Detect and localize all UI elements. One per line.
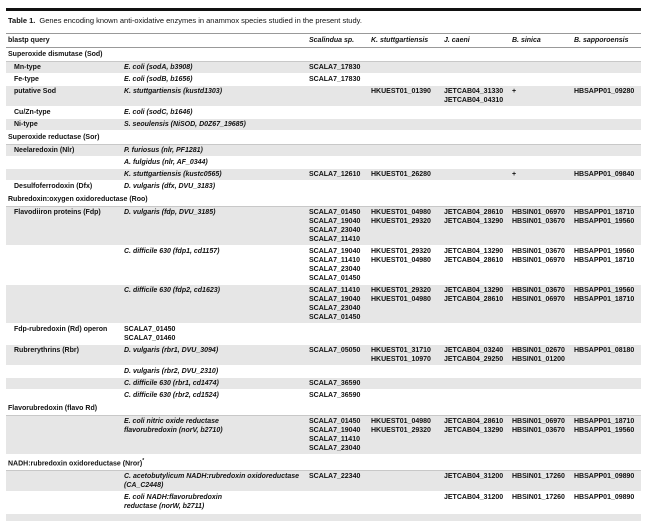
- query-type-cell: [6, 416, 122, 455]
- table-row: [6, 285, 641, 324]
- locus-cell-k-stuttgartiensis: [369, 169, 442, 181]
- locus-tag: JETCAB04_28610: [444, 418, 504, 425]
- locus-cell-scalindua: [307, 246, 369, 285]
- locus-cell-k-stuttgartiensis: [369, 157, 442, 169]
- locus-cell-b-sapporoensis: [572, 324, 641, 345]
- table-row: [6, 62, 641, 74]
- query-source-line: D. vulgaris (dfx, DVU_3183): [124, 183, 216, 190]
- locus-tag: SCALA7_11410: [309, 236, 360, 243]
- locus-cell-b-sinica: [510, 324, 572, 345]
- locus-cell-j-caeni: [442, 207, 510, 246]
- locus-cell-b-sinica: [510, 285, 572, 324]
- query-source-line: flavorubredoxin (norV, b2710): [124, 427, 223, 434]
- table-row: [6, 416, 641, 455]
- locus-tag: SCALA7_01450: [309, 418, 361, 425]
- locus-cell-j-caeni: [442, 378, 510, 390]
- locus-cell-scalindua: [307, 416, 369, 455]
- locus-cell-scalindua: [307, 181, 369, 193]
- locus-cell-k-stuttgartiensis: [369, 324, 442, 345]
- query-type-cell: Fe-type: [6, 74, 122, 86]
- locus-tag: HBSIN01_03670: [512, 287, 565, 294]
- locus-tag: HBSAPP01_19560: [574, 218, 635, 225]
- locus-cell-scalindua: [307, 285, 369, 324]
- locus-tag: HKUEST01_29320: [371, 248, 431, 255]
- locus-cell-b-sapporoensis: [572, 345, 641, 366]
- query-type-cell: putative Sod: [6, 86, 122, 107]
- locus-cell-k-stuttgartiensis: [369, 492, 442, 513]
- locus-tag: HBSIN01_06970: [512, 257, 565, 264]
- locus-cell-b-sinica: [510, 86, 572, 107]
- query-type-cell: Flavodiiron proteins (Fdp): [6, 207, 122, 246]
- query-source-cell: [122, 324, 307, 345]
- locus-cell-b-sapporoensis: [572, 390, 641, 402]
- header-b-sapporoensis: B. sapporoensis: [572, 34, 641, 48]
- locus-tag: SCALA7_05050: [309, 347, 361, 354]
- query-source-cell: [122, 157, 307, 169]
- locus-cell-b-sapporoensis: [572, 74, 641, 86]
- query-source-cell: [122, 119, 307, 131]
- query-source-line: SCALA7_01450: [124, 326, 176, 333]
- query-source-line: D. vulgaris (rbr1, DVU_3094): [124, 347, 219, 354]
- table-row: [6, 246, 641, 285]
- locus-cell-b-sinica: [510, 145, 572, 157]
- query-source-cell: [122, 246, 307, 285]
- query-type-cell: Cu/Zn-type: [6, 107, 122, 119]
- query-source-cell: [122, 107, 307, 119]
- locus-tag: SCALA7_01450: [309, 275, 361, 282]
- query-source-line: E. coli (sodA, b3908): [124, 64, 193, 71]
- section-row: [6, 48, 641, 62]
- locus-cell-j-caeni: [442, 471, 510, 492]
- locus-cell-b-sinica: [510, 345, 572, 366]
- query-source-cell: [122, 285, 307, 324]
- table-row: [6, 169, 641, 181]
- locus-tag: HKUEST01_04980: [371, 296, 431, 303]
- query-source-cell: [122, 492, 307, 513]
- locus-cell-b-sapporoensis: [572, 157, 641, 169]
- locus-cell-b-sinica: [510, 157, 572, 169]
- locus-tag: JETCAB04_03240: [444, 347, 504, 354]
- locus-tag: SCALA7_23040: [309, 266, 361, 273]
- query-source-cell: [122, 145, 307, 157]
- locus-tag: HBSIN01_06970: [512, 296, 565, 303]
- locus-cell-j-caeni: [442, 181, 510, 193]
- query-source-line: reductase (norW, b2711): [124, 503, 205, 511]
- locus-tag: HBSAPP01_18710: [574, 418, 635, 425]
- locus-tag: HBSIN01_03670: [512, 427, 565, 434]
- query-type-cell: Fdp-rubredoxin (Rd) operon: [6, 324, 122, 345]
- table-row: [6, 119, 641, 131]
- locus-cell-b-sapporoensis: [572, 492, 641, 513]
- table-number: Table 1.: [8, 16, 36, 25]
- locus-cell-k-stuttgartiensis: [369, 285, 442, 324]
- locus-cell-scalindua: [307, 74, 369, 86]
- locus-cell-b-sinica: [510, 107, 572, 119]
- locus-cell-j-caeni: [442, 390, 510, 402]
- locus-cell-j-caeni: [442, 324, 510, 345]
- locus-tag: SCALA7_19040: [309, 296, 361, 303]
- locus-tag: HKUEST01_31710: [371, 347, 431, 354]
- section-label: Flavorubredoxin (flavo Rd): [6, 402, 641, 416]
- locus-tag: HBSAPP01_19560: [574, 427, 635, 434]
- table-row: [6, 366, 641, 378]
- locus-cell-b-sapporoensis: [572, 86, 641, 107]
- locus-tag: SCALA7_01450: [309, 209, 361, 216]
- locus-tag: SCALA7_12610: [309, 171, 361, 178]
- query-type-cell: Neelaredoxin (Nlr): [6, 145, 122, 157]
- query-source-line: A. fulgidus (nlr, AF_0344): [124, 159, 208, 166]
- section-row: [6, 131, 641, 145]
- locus-cell-scalindua: [307, 366, 369, 378]
- locus-tag: JETCAB04_31330: [444, 88, 504, 95]
- locus-tag: JETCAB04_13290: [444, 248, 504, 255]
- query-type-cell: [6, 492, 122, 513]
- query-source-cell: [122, 74, 307, 86]
- locus-tag: SCALA7_23040: [309, 305, 361, 312]
- query-source-line: C. difficile 630 (fdp1, cd1157): [124, 248, 220, 255]
- locus-cell-j-caeni: [442, 416, 510, 455]
- query-source-line: E. coli (sodB, b1656): [124, 76, 193, 83]
- locus-tag: SCALA7_17830: [309, 64, 361, 71]
- locus-tag: HBSIN01_06970: [512, 418, 565, 425]
- query-source-cell: [122, 378, 307, 390]
- locus-tag: JETCAB04_13290: [444, 427, 504, 434]
- locus-tag: HBSAPP01_09280: [574, 88, 635, 95]
- locus-cell-j-caeni: [442, 345, 510, 366]
- locus-tag: HBSAPP01_09890: [574, 473, 635, 481]
- locus-tag: HKUEST01_04980: [371, 257, 431, 264]
- locus-tag: SCALA7_19040: [309, 218, 361, 225]
- locus-tag: SCALA7_36590: [309, 380, 361, 387]
- locus-cell-b-sapporoensis: [572, 207, 641, 246]
- locus-cell-k-stuttgartiensis: [369, 119, 442, 131]
- query-type-cell: Ni-type: [6, 119, 122, 131]
- query-source-line: D. vulgaris (fdp, DVU_3185): [124, 209, 216, 216]
- locus-cell-b-sinica: [510, 74, 572, 86]
- locus-cell-b-sinica: [510, 169, 572, 181]
- locus-tag: HBSAPP01_18710: [574, 296, 635, 303]
- locus-cell-b-sapporoensis: [572, 169, 641, 181]
- locus-cell-j-caeni: [442, 157, 510, 169]
- locus-cell-b-sapporoensis: [572, 246, 641, 285]
- header-blastp-query: blastp query: [6, 34, 307, 48]
- locus-cell-b-sapporoensis: [572, 366, 641, 378]
- table-row: [6, 345, 641, 366]
- locus-cell-k-stuttgartiensis: [369, 416, 442, 455]
- locus-tag: HBSIN01_02670: [512, 347, 565, 354]
- query-source-line: K. stuttgartiensis (kustd1303): [124, 88, 223, 95]
- locus-cell-k-stuttgartiensis: [369, 86, 442, 107]
- query-type-cell: [6, 366, 122, 378]
- locus-tag: JETCAB04_29250: [444, 356, 504, 363]
- locus-tag: HBSIN01_03670: [512, 218, 565, 225]
- locus-tag: SCALA7_23040: [309, 227, 361, 234]
- locus-cell-b-sapporoensis: [572, 181, 641, 193]
- locus-cell-scalindua: [307, 86, 369, 107]
- locus-cell-b-sinica: [510, 119, 572, 131]
- table-footer-strip: [6, 514, 641, 521]
- locus-cell-scalindua: [307, 471, 369, 492]
- locus-tag: HKUEST01_26280: [371, 171, 431, 178]
- query-source-line: E. coli NADH:flavorubredoxin: [124, 494, 223, 502]
- query-source-line: C. acetobutylicum NADH:rubredoxin oxidoreductase: [124, 473, 300, 481]
- locus-cell-b-sapporoensis: [572, 416, 641, 455]
- query-source-cell: [122, 390, 307, 402]
- query-source-line: K. stuttgartiensis (kustc0565): [124, 171, 222, 178]
- query-type-cell: [6, 390, 122, 402]
- footnote-marker: *: [142, 458, 145, 464]
- locus-tag: SCALA7_11410: [309, 436, 360, 443]
- locus-cell-k-stuttgartiensis: [369, 345, 442, 366]
- locus-cell-b-sinica: [510, 246, 572, 285]
- locus-cell-scalindua: [307, 378, 369, 390]
- locus-tag: JETCAB04_31200: [444, 494, 504, 502]
- locus-tag: HBSIN01_17260: [512, 473, 565, 481]
- locus-cell-k-stuttgartiensis: [369, 62, 442, 74]
- locus-cell-b-sinica: [510, 207, 572, 246]
- section-row: [6, 402, 641, 416]
- section-label: NADH:rubredoxin oxidoreductase (Nror)*: [6, 455, 641, 471]
- table-row: [6, 207, 641, 246]
- locus-cell-b-sinica: [510, 471, 572, 492]
- enzyme-gene-table: [6, 33, 641, 513]
- query-source-line: SCALA7_01460: [124, 335, 176, 342]
- locus-cell-b-sapporoensis: [572, 62, 641, 74]
- locus-cell-k-stuttgartiensis: [369, 378, 442, 390]
- locus-cell-b-sinica: [510, 390, 572, 402]
- query-source-cell: [122, 366, 307, 378]
- query-type-cell: [6, 169, 122, 181]
- locus-tag: SCALA7_11410: [309, 257, 360, 264]
- locus-cell-k-stuttgartiensis: [369, 181, 442, 193]
- locus-cell-b-sapporoensis: [572, 285, 641, 324]
- locus-tag: SCALA7_19040: [309, 248, 361, 255]
- locus-cell-scalindua: [307, 492, 369, 513]
- query-source-line: S. seoulensis (NiSOD, D0Z67_19685): [124, 121, 246, 128]
- locus-cell-j-caeni: [442, 492, 510, 513]
- locus-cell-b-sapporoensis: [572, 378, 641, 390]
- table-row: [6, 471, 641, 492]
- table-row: [6, 145, 641, 157]
- table-row: [6, 492, 641, 513]
- locus-cell-j-caeni: [442, 366, 510, 378]
- locus-tag: JETCAB04_04310: [444, 97, 504, 104]
- locus-cell-b-sinica: [510, 366, 572, 378]
- header-row: [6, 34, 641, 48]
- locus-tag: SCALA7_22340: [309, 473, 361, 481]
- locus-cell-k-stuttgartiensis: [369, 366, 442, 378]
- locus-cell-j-caeni: [442, 285, 510, 324]
- locus-tag: SCALA7_01450: [309, 314, 361, 321]
- locus-tag: HBSIN01_03670: [512, 248, 565, 255]
- locus-cell-scalindua: [307, 324, 369, 345]
- locus-tag: SCALA7_19040: [309, 427, 361, 434]
- query-type-cell: Mn-type: [6, 62, 122, 74]
- query-source-cell: [122, 345, 307, 366]
- locus-tag: HKUEST01_29320: [371, 427, 431, 434]
- locus-cell-scalindua: [307, 169, 369, 181]
- section-row: [6, 455, 641, 471]
- locus-cell-k-stuttgartiensis: [369, 390, 442, 402]
- locus-cell-b-sinica: [510, 62, 572, 74]
- query-source-cell: [122, 181, 307, 193]
- presence-mark: +: [512, 171, 517, 178]
- locus-tag: SCALA7_11410: [309, 287, 360, 294]
- locus-cell-scalindua: [307, 390, 369, 402]
- table-title: [6, 11, 641, 33]
- table-row: [6, 181, 641, 193]
- header-scalindua: Scalindua sp.: [307, 34, 369, 48]
- locus-cell-scalindua: [307, 119, 369, 131]
- table-row: [6, 378, 641, 390]
- locus-tag: HBSAPP01_18710: [574, 209, 635, 216]
- locus-tag: JETCAB04_13290: [444, 287, 504, 294]
- locus-cell-b-sapporoensis: [572, 145, 641, 157]
- locus-tag: HKUEST01_04980: [371, 418, 431, 425]
- table-row: [6, 390, 641, 402]
- locus-tag: HBSIN01_01200: [512, 356, 565, 363]
- locus-cell-b-sinica: [510, 416, 572, 455]
- locus-tag: HKUEST01_29320: [371, 287, 431, 294]
- locus-cell-j-caeni: [442, 74, 510, 86]
- locus-cell-j-caeni: [442, 246, 510, 285]
- table-header: [6, 34, 641, 48]
- header-b-sinica: B. sinica: [510, 34, 572, 48]
- locus-tag: HKUEST01_10970: [371, 356, 431, 363]
- locus-cell-j-caeni: [442, 86, 510, 107]
- locus-cell-k-stuttgartiensis: [369, 246, 442, 285]
- locus-cell-b-sapporoensis: [572, 119, 641, 131]
- locus-tag: HBSAPP01_09890: [574, 494, 635, 502]
- locus-cell-scalindua: [307, 157, 369, 169]
- locus-tag: SCALA7_36590: [309, 392, 361, 399]
- section-row: [6, 193, 641, 207]
- locus-cell-j-caeni: [442, 145, 510, 157]
- query-type-cell: Desulfoferrodoxin (Dfx): [6, 181, 122, 193]
- locus-cell-j-caeni: [442, 107, 510, 119]
- query-type-cell: [6, 378, 122, 390]
- locus-cell-scalindua: [307, 62, 369, 74]
- query-source-cell: [122, 416, 307, 455]
- locus-cell-j-caeni: [442, 169, 510, 181]
- locus-cell-k-stuttgartiensis: [369, 207, 442, 246]
- presence-mark: +: [512, 88, 517, 95]
- query-source-cell: [122, 169, 307, 181]
- query-source-cell: [122, 207, 307, 246]
- query-source-line: C. difficile 630 (rbr1, cd1474): [124, 380, 219, 387]
- query-source-line: C. difficile 630 (fdp2, cd1623): [124, 287, 220, 294]
- locus-cell-b-sinica: [510, 181, 572, 193]
- locus-tag: HBSIN01_17260: [512, 494, 565, 502]
- table-body: [6, 48, 641, 513]
- locus-cell-scalindua: [307, 345, 369, 366]
- query-type-cell: [6, 285, 122, 324]
- table-row: [6, 324, 641, 345]
- locus-cell-b-sapporoensis: [572, 471, 641, 492]
- query-source-line: D. vulgaris (rbr2, DVU_2310): [124, 368, 219, 375]
- query-source-cell: [122, 86, 307, 107]
- table-row: [6, 86, 641, 107]
- query-source-line: (CA_C2448): [124, 482, 164, 490]
- query-source-line: C. difficile 630 (rbr2, cd1524): [124, 392, 219, 399]
- locus-tag: HBSAPP01_08180: [574, 347, 635, 354]
- table-row: [6, 74, 641, 86]
- locus-tag: HBSAPP01_18710: [574, 257, 635, 264]
- locus-cell-b-sapporoensis: [572, 107, 641, 119]
- query-type-cell: [6, 157, 122, 169]
- locus-tag: HBSAPP01_09840: [574, 171, 635, 178]
- query-type-cell: [6, 471, 122, 492]
- locus-cell-b-sinica: [510, 492, 572, 513]
- section-label: Rubredoxin:oxygen oxidoreductase (Roo): [6, 193, 641, 207]
- locus-tag: HKUEST01_04980: [371, 209, 431, 216]
- locus-cell-j-caeni: [442, 62, 510, 74]
- locus-tag: SCALA7_17830: [309, 76, 361, 83]
- query-source-line: E. coli nitric oxide reductase: [124, 418, 219, 425]
- query-type-cell: [6, 246, 122, 285]
- locus-cell-k-stuttgartiensis: [369, 107, 442, 119]
- locus-tag: JETCAB04_28610: [444, 257, 504, 264]
- locus-tag: JETCAB04_31200: [444, 473, 504, 481]
- locus-tag: HBSAPP01_19560: [574, 248, 635, 255]
- locus-tag: JETCAB04_13290: [444, 218, 504, 225]
- section-label: Superoxide dismutase (Sod): [6, 48, 641, 62]
- locus-tag: HBSAPP01_19560: [574, 287, 635, 294]
- locus-tag: HKUEST01_01390: [371, 88, 431, 95]
- table-caption: Genes encoding known anti-oxidative enzymes in anammox species studied in the present study.: [39, 16, 362, 25]
- locus-cell-k-stuttgartiensis: [369, 145, 442, 157]
- locus-cell-b-sinica: [510, 378, 572, 390]
- header-k-stuttgartiensis: K. stuttgartiensis: [369, 34, 442, 48]
- query-source-cell: [122, 62, 307, 74]
- section-label: Superoxide reductase (Sor): [6, 131, 641, 145]
- table-row: [6, 157, 641, 169]
- locus-tag: SCALA7_23040: [309, 445, 361, 452]
- query-source-line: P. furiosus (nlr, PF1281): [124, 147, 203, 154]
- locus-cell-scalindua: [307, 145, 369, 157]
- locus-cell-scalindua: [307, 107, 369, 119]
- locus-cell-k-stuttgartiensis: [369, 471, 442, 492]
- locus-tag: JETCAB04_28610: [444, 209, 504, 216]
- locus-cell-scalindua: [307, 207, 369, 246]
- locus-cell-j-caeni: [442, 119, 510, 131]
- query-source-cell: [122, 471, 307, 492]
- locus-tag: HKUEST01_29320: [371, 218, 431, 225]
- locus-cell-k-stuttgartiensis: [369, 74, 442, 86]
- query-type-cell: Rubrerythrins (Rbr): [6, 345, 122, 366]
- locus-tag: JETCAB04_28610: [444, 296, 504, 303]
- table-row: [6, 107, 641, 119]
- locus-tag: HBSIN01_06970: [512, 209, 565, 216]
- header-j-caeni: J. caeni: [442, 34, 510, 48]
- query-source-line: E. coli (sodC, b1646): [124, 109, 193, 116]
